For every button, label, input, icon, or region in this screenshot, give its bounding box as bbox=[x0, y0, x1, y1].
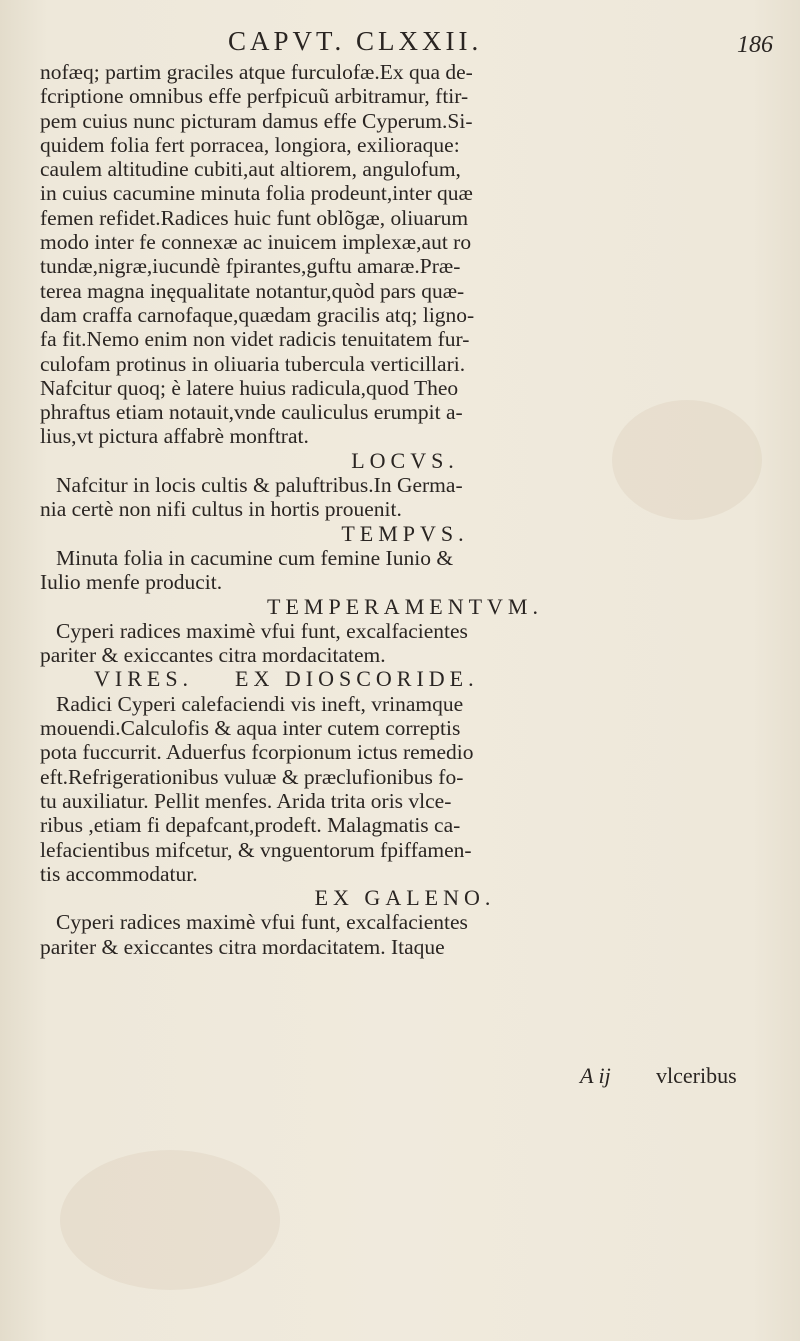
catchword: vlceribus bbox=[656, 1063, 737, 1088]
text-line: quidem folia fert porracea, longiora, exilioraque: bbox=[40, 132, 460, 157]
text-line: lius,vt pictura affabrè monftrat. bbox=[40, 424, 309, 449]
text-line: caulem altitudine cubiti,aut altiorem, angulofum, bbox=[40, 157, 461, 182]
paper-stain bbox=[60, 1150, 280, 1290]
text-line: dam craffa carnofaque,quædam gracilis atq; ligno- bbox=[40, 302, 475, 327]
text-line: pota fuccurrit. Aduerfus fcorpionum ictus remedio bbox=[40, 740, 474, 765]
text-line: mouendi.Calculofis & aqua inter cutem correptis bbox=[40, 716, 461, 741]
text-line: Iulio menfe producit. bbox=[40, 570, 223, 595]
page-number: 186 bbox=[737, 32, 773, 58]
text-line: pem cuius nunc picturam damus effe Cyperum.Si- bbox=[40, 108, 473, 133]
text-line: Cyperi radices maximè vfui funt, excalfacientes bbox=[56, 910, 468, 935]
text-line: lefacientibus mifcetur, & vnguentorum fpiffamen- bbox=[40, 837, 472, 862]
text-line: phraftus etiam notauit,vnde cauliculus erumpit a- bbox=[40, 400, 463, 425]
text-line: pariter & exiccantes citra mordacitatem. bbox=[40, 643, 386, 668]
text-line: nia certè non nifi cultus in hortis prouenit. bbox=[40, 497, 402, 522]
text-line: Nafcitur in locis cultis & paluftribus.In Germa- bbox=[56, 473, 463, 498]
text-line: fa fit.Nemo enim non videt radicis tenuitatem fur- bbox=[40, 327, 470, 352]
text-line: culofam protinus in oliuaria tubercula verticillari. bbox=[40, 351, 466, 376]
section-heading: TEMPERAMENTVM. bbox=[267, 594, 543, 619]
text-line: Nafcitur quoq; è latere huius radicula,quod Theo bbox=[40, 375, 459, 400]
section-heading: VIRES. EX DIOSCORIDE. bbox=[94, 667, 479, 692]
signature-mark: A ij bbox=[580, 1063, 611, 1088]
text-line: pariter & exiccantes citra mordacitatem. Itaque bbox=[40, 934, 445, 959]
page-body bbox=[40, 60, 770, 1088]
text-line: tis accommodatur. bbox=[40, 861, 198, 886]
page-header bbox=[0, 22, 800, 62]
text-line: terea magna inęqualitate notantur,quòd pars quæ- bbox=[40, 278, 465, 303]
text-line: ribus ,etiam fi depafcant,prodeft. Malagmatis ca- bbox=[40, 813, 461, 838]
text-line: Minuta folia in cacumine cum femine Iunio & bbox=[56, 545, 454, 570]
section-heading: LOCVS. bbox=[351, 448, 459, 473]
page-footer bbox=[40, 1063, 770, 1089]
text-line: nofæq; partim graciles atque furculofæ.Ex qua de- bbox=[40, 60, 473, 84]
section-heading: EX GALENO. bbox=[314, 886, 496, 911]
text-line: eft.Refrigerationibus vuluæ & præclufionibus fo- bbox=[40, 764, 464, 789]
text-line: femen refidet.Radices huic funt oblõgæ, oliuarum bbox=[40, 205, 469, 230]
running-head: CAPVT. CLXXII. bbox=[228, 26, 483, 56]
text-line: Cyperi radices maximè vfui funt, excalfacientes bbox=[56, 618, 468, 643]
text-line: tundæ,nigræ,iucundè fpirantes,guftu amaræ.Præ- bbox=[40, 254, 461, 279]
text-line: in cuius cacumine minuta folia prodeunt,inter quæ bbox=[40, 181, 473, 206]
text-line: tu auxiliatur. Pellit menfes. Arida trita oris vlce- bbox=[40, 788, 452, 813]
text-line: Radici Cyperi calefaciendi vis ineft, vrinamque bbox=[56, 691, 464, 716]
text-line: fcriptione omnibus effe perfpicuũ arbitramur, ftir- bbox=[40, 84, 469, 109]
section-heading: TEMPVS. bbox=[341, 521, 469, 546]
text-line: modo inter fe connexæ ac inuicem implexæ,aut ro bbox=[40, 230, 472, 255]
